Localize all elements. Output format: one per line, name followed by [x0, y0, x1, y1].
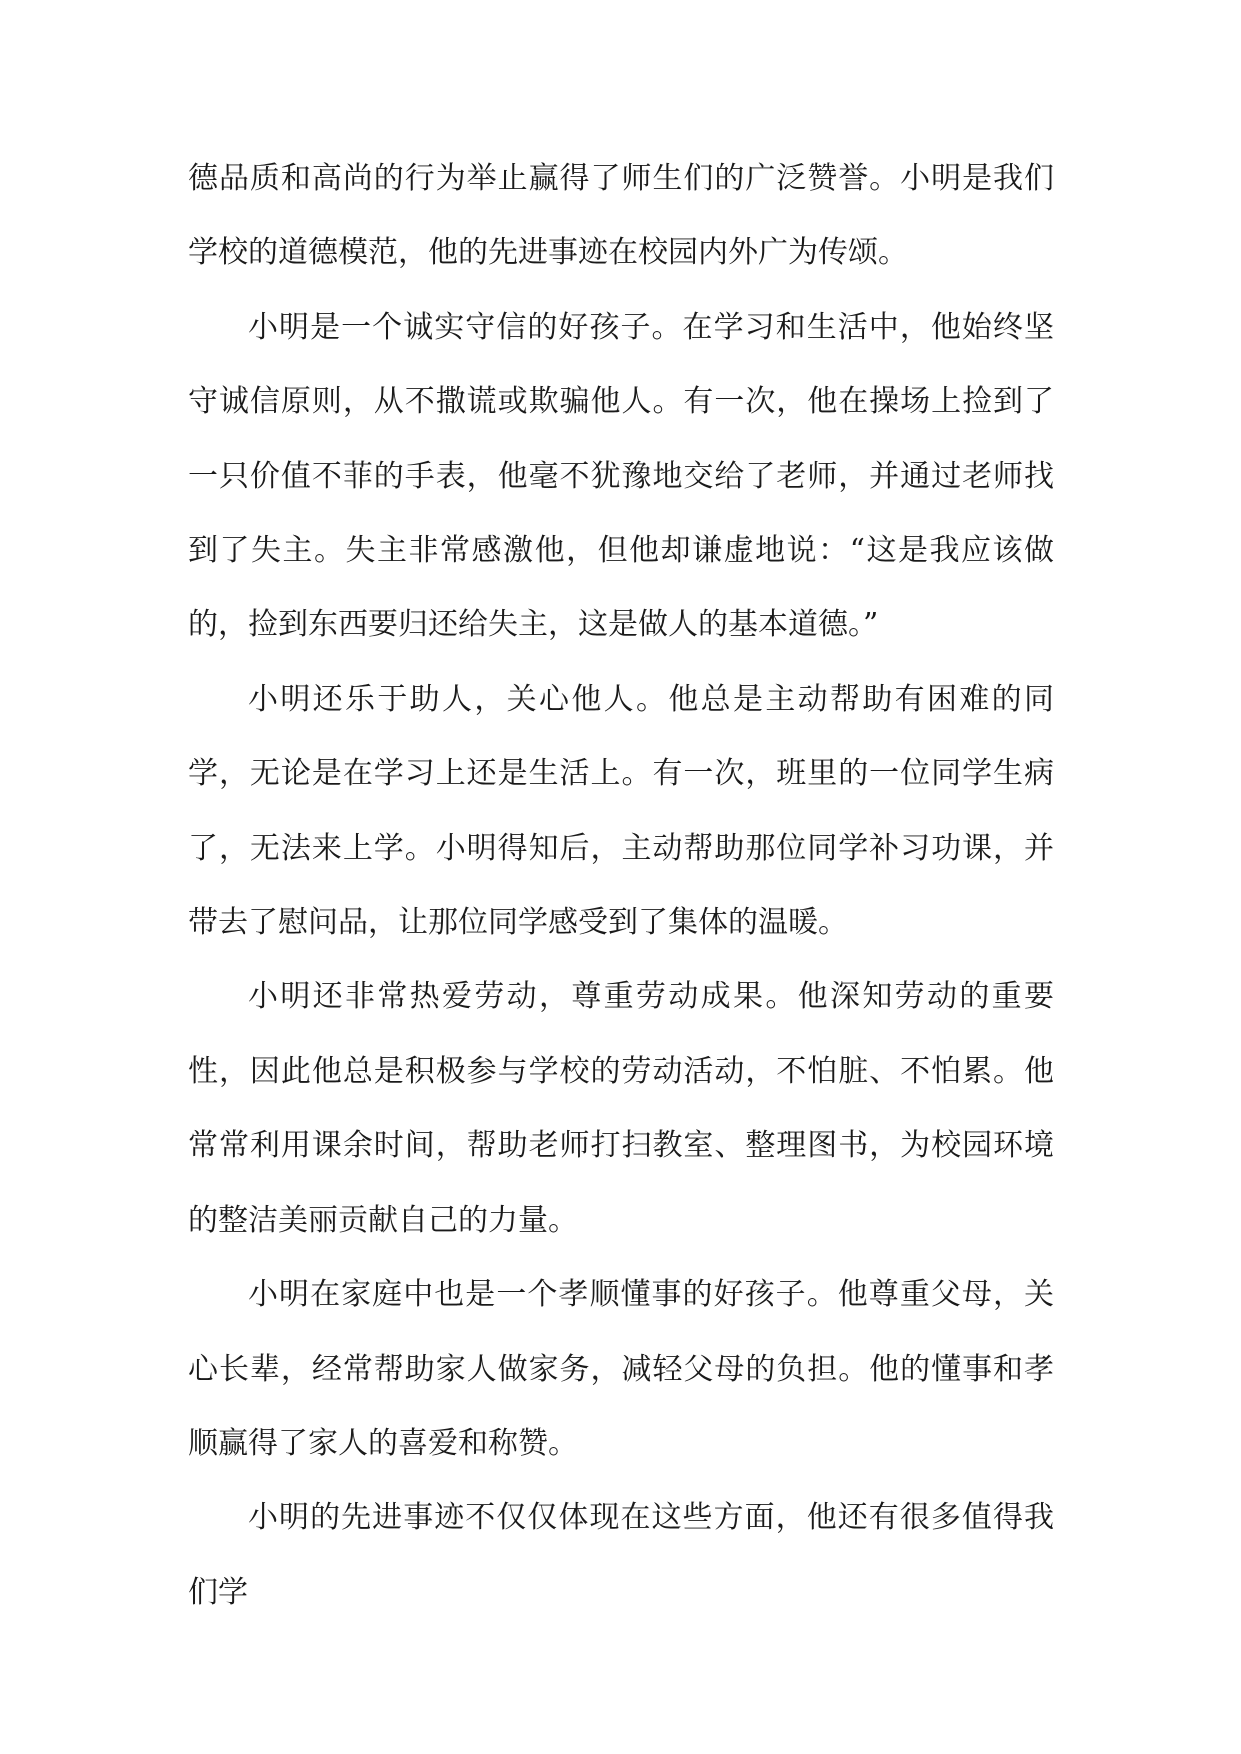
paragraph-continuation: 德品质和高尚的行为举止赢得了师生们的广泛赞誉。小明是我们学校的道德模范，他的先进事迹在校园内外广为传颂。	[188, 161, 1054, 271]
paragraph-family: 小明在家庭中也是一个孝顺懂事的好孩子。他尊重父母，关心长辈，经常帮助家人做家务，减轻父母的负担。他的懂事和孝顺赢得了家人的喜爱和称赞。	[188, 1277, 1054, 1461]
document-body	[188, 142, 1054, 1630]
paragraph-helping-others: 小明还乐于助人，关心他人。他总是主动帮助有困难的同学，无论是在学习上还是生活上。有一次，班里的一位同学生病了，无法来上学。小明得知后，主动帮助那位同学补习功课，并带去了慰问品，让那位同学感受到了集体的温暖。	[188, 681, 1054, 941]
paragraph-summary: 小明的先进事迹不仅仅体现在这些方面，他还有很多值得我们学	[188, 1500, 1054, 1610]
paragraph-labor: 小明还非常热爱劳动，尊重劳动成果。他深知劳动的重要性，因此他总是积极参与学校的劳动活动，不怕脏、不怕累。他常常利用课余时间，帮助老师打扫教室、整理图书，为校园环境的整洁美丽贡献自己的力量。	[188, 979, 1054, 1238]
paragraph-honesty: 小明是一个诚实守信的好孩子。在学习和生活中，他始终坚守诚信原则，从不撒谎或欺骗他人。有一次，他在操场上捡到了一只价值不菲的手表，他毫不犹豫地交给了老师，并通过老师找到了失主。失主非常感激他，但他却谦虚地说：“这是我应该做的，捡到东西要归还给失主，这是做人的基本道德。”	[188, 309, 1054, 643]
